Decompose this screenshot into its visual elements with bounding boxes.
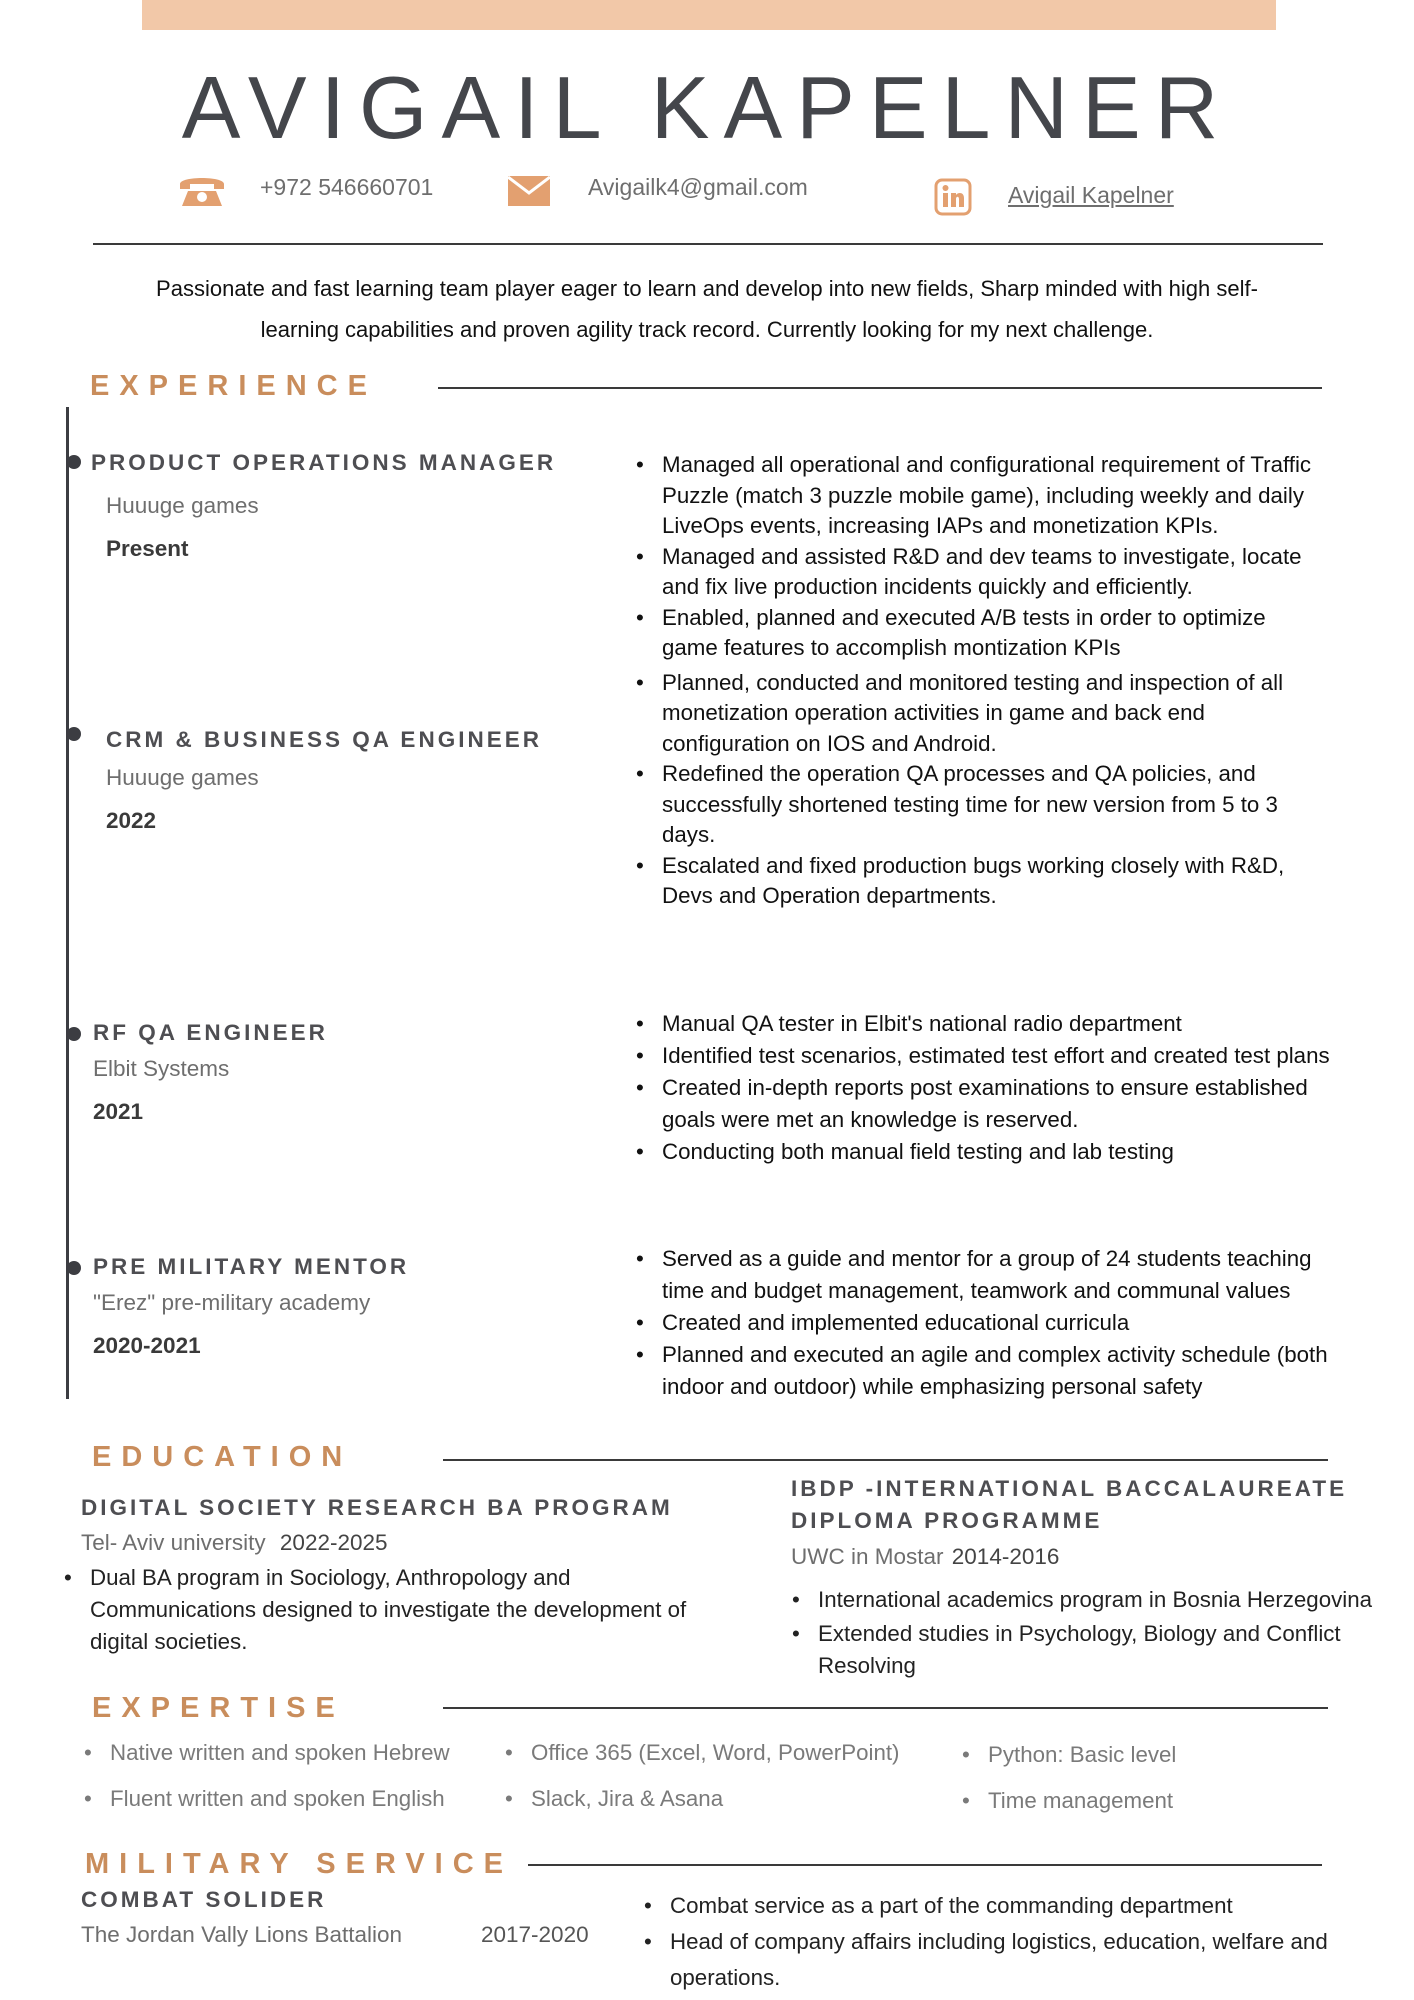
list-item: • Served as a guide and mentor for a group of 24 students teaching time and budget management, teamwork and communal values bbox=[634, 1243, 1354, 1307]
school-line bbox=[791, 1544, 1059, 1570]
elbit-bullets bbox=[634, 1008, 1354, 1168]
header-divider bbox=[93, 243, 1323, 245]
list-item: • Head of company affairs including logistics, education, welfare and operations. bbox=[642, 1924, 1342, 1996]
expertise-column-2 bbox=[503, 1730, 963, 1822]
email-address[interactable]: Avigailk4@gmail.com bbox=[588, 174, 808, 200]
huuuge-bullets bbox=[634, 450, 1314, 912]
list-item: • Managed and assisted R&D and dev teams to investigate, locate and fix live production incidents quickly and efficiently. bbox=[634, 542, 1314, 603]
job-date: Present bbox=[106, 536, 189, 561]
military-divider bbox=[528, 1864, 1322, 1866]
candidate-name: AVIGAIL KAPELNER bbox=[181, 58, 1233, 157]
list-item: • Planned, conducted and monitored testing and inspection of all monetization operation activities in game and back end configuration on IOS and Android. bbox=[634, 668, 1314, 760]
timeline-line bbox=[66, 407, 69, 1399]
school-line bbox=[81, 1530, 388, 1556]
job-title: PRE MILITARY MENTOR bbox=[93, 1254, 410, 1279]
list-item: • Dual BA program in Sociology, Anthropology and Communications designed to investigate the development of digital societies. bbox=[62, 1562, 712, 1658]
list-item: • Combat service as a part of the commanding department bbox=[642, 1888, 1342, 1924]
expertise-column-1 bbox=[82, 1730, 502, 1822]
job-date: 2021 bbox=[93, 1099, 144, 1124]
experience-divider bbox=[438, 387, 1322, 389]
list-item: • Redefined the operation QA processes and QA policies, and successfully shortened testing time for new version from 5 to 3 days. bbox=[634, 759, 1314, 851]
list-item: • Identified test scenarios, estimated test effort and created test plans bbox=[634, 1040, 1354, 1072]
skill-item: • Time management bbox=[960, 1778, 1340, 1824]
list-item: • Created and implemented educational curricula bbox=[634, 1307, 1354, 1339]
list-item: • Enabled, planned and executed A/B tests in order to optimize game features to accomplish montization KPIs bbox=[634, 603, 1314, 664]
expertise-column-3 bbox=[960, 1732, 1340, 1824]
skill-item: • Native written and spoken Hebrew bbox=[82, 1730, 502, 1776]
summary-line-2: learning capabilities and proven agility track record. Currently looking for my next challenge. bbox=[260, 317, 1154, 342]
skill-item: • Python: Basic level bbox=[960, 1732, 1340, 1778]
job-date: 2022 bbox=[106, 808, 157, 833]
mentor-bullets bbox=[634, 1243, 1354, 1403]
contact-row bbox=[0, 168, 1414, 218]
job-company: Huuuge games bbox=[106, 493, 259, 518]
linkedin-icon bbox=[934, 178, 972, 216]
diploma-title-line-1: IBDP -INTERNATIONAL BACCALAUREATE bbox=[791, 1476, 1348, 1501]
list-item: • Created in-depth reports post examinations to ensure established goals were met an knowledge is reserved. bbox=[634, 1072, 1354, 1136]
skill-item: • Office 365 (Excel, Word, PowerPoint) bbox=[503, 1730, 963, 1776]
diploma-title-line-2: DIPLOMA PROGRAMME bbox=[791, 1508, 1103, 1533]
diploma-bullets bbox=[790, 1584, 1408, 1682]
diploma-title bbox=[791, 1473, 1347, 1537]
list-item: • Escalated and fixed production bugs working closely with R&D, Devs and Operation departments. bbox=[634, 851, 1314, 912]
timeline-dot bbox=[67, 455, 81, 469]
list-item: • Manual QA tester in Elbit's national radio department bbox=[634, 1008, 1354, 1040]
military-bullets bbox=[642, 1888, 1342, 1996]
top-accent-bar bbox=[142, 0, 1276, 30]
timeline-dot bbox=[67, 727, 81, 741]
job-company: Huuuge games bbox=[106, 765, 259, 790]
list-item: • Managed all operational and configurational requirement of Traffic Puzzle (match 3 puzzle mobile game), including weekly and daily LiveOps events, increasing IAPs and monetization KPIs. bbox=[634, 450, 1314, 542]
list-item: • Planned and executed an agile and complex activity schedule (both indoor and outdoor) while emphasizing personal safety bbox=[634, 1339, 1354, 1403]
job-title: CRM & BUSINESS QA ENGINEER bbox=[106, 727, 542, 752]
job-company: "Erez" pre-military academy bbox=[93, 1290, 371, 1315]
expertise-heading: EXPERTISE bbox=[92, 1692, 345, 1724]
job-title: RF QA ENGINEER bbox=[93, 1020, 328, 1045]
school-years: 2014-2016 bbox=[951, 1544, 1060, 1569]
military-role: COMBAT SOLIDER bbox=[81, 1887, 327, 1912]
list-item: • Conducting both manual field testing and lab testing bbox=[634, 1136, 1354, 1168]
degree-title: DIGITAL SOCIETY RESEARCH BA PROGRAM bbox=[81, 1495, 673, 1520]
education-heading: EDUCATION bbox=[92, 1441, 353, 1473]
timeline-dot bbox=[67, 1261, 81, 1275]
list-item: • Extended studies in Psychology, Biology and Conflict Resolving bbox=[790, 1618, 1408, 1682]
phone-number: +972 546660701 bbox=[260, 174, 434, 200]
expertise-divider bbox=[443, 1707, 1328, 1709]
military-unit: The Jordan Vally Lions Battalion bbox=[81, 1922, 403, 1947]
skill-item: • Slack, Jira & Asana bbox=[503, 1776, 963, 1822]
linkedin-link[interactable]: Avigail Kapelner bbox=[1008, 182, 1174, 208]
skill-item: • Fluent written and spoken English bbox=[82, 1776, 502, 1822]
job-title: PRODUCT OPERATIONS MANAGER bbox=[91, 450, 557, 475]
envelope-icon bbox=[508, 176, 550, 206]
profile-summary bbox=[100, 268, 1314, 350]
timeline-dot bbox=[67, 1027, 81, 1041]
school-years: 2022-2025 bbox=[279, 1530, 388, 1555]
phone-icon bbox=[176, 172, 228, 208]
education-divider bbox=[443, 1459, 1328, 1461]
summary-line-1: Passionate and fast learning team player eager to learn and develop into new fields, Sharp minded with high self- bbox=[156, 276, 1258, 301]
school-name: UWC in Mostar bbox=[791, 1544, 944, 1569]
military-years: 2017-2020 bbox=[481, 1922, 589, 1947]
job-date: 2020-2021 bbox=[93, 1333, 201, 1358]
list-item: • International academics program in Bosnia Herzegovina bbox=[790, 1584, 1408, 1616]
school-name: Tel- Aviv university bbox=[81, 1530, 266, 1555]
military-heading: MILITARY SERVICE bbox=[85, 1848, 514, 1880]
degree-bullets bbox=[62, 1562, 712, 1658]
job-company: Elbit Systems bbox=[93, 1056, 230, 1081]
experience-heading: EXPERIENCE bbox=[90, 370, 377, 402]
